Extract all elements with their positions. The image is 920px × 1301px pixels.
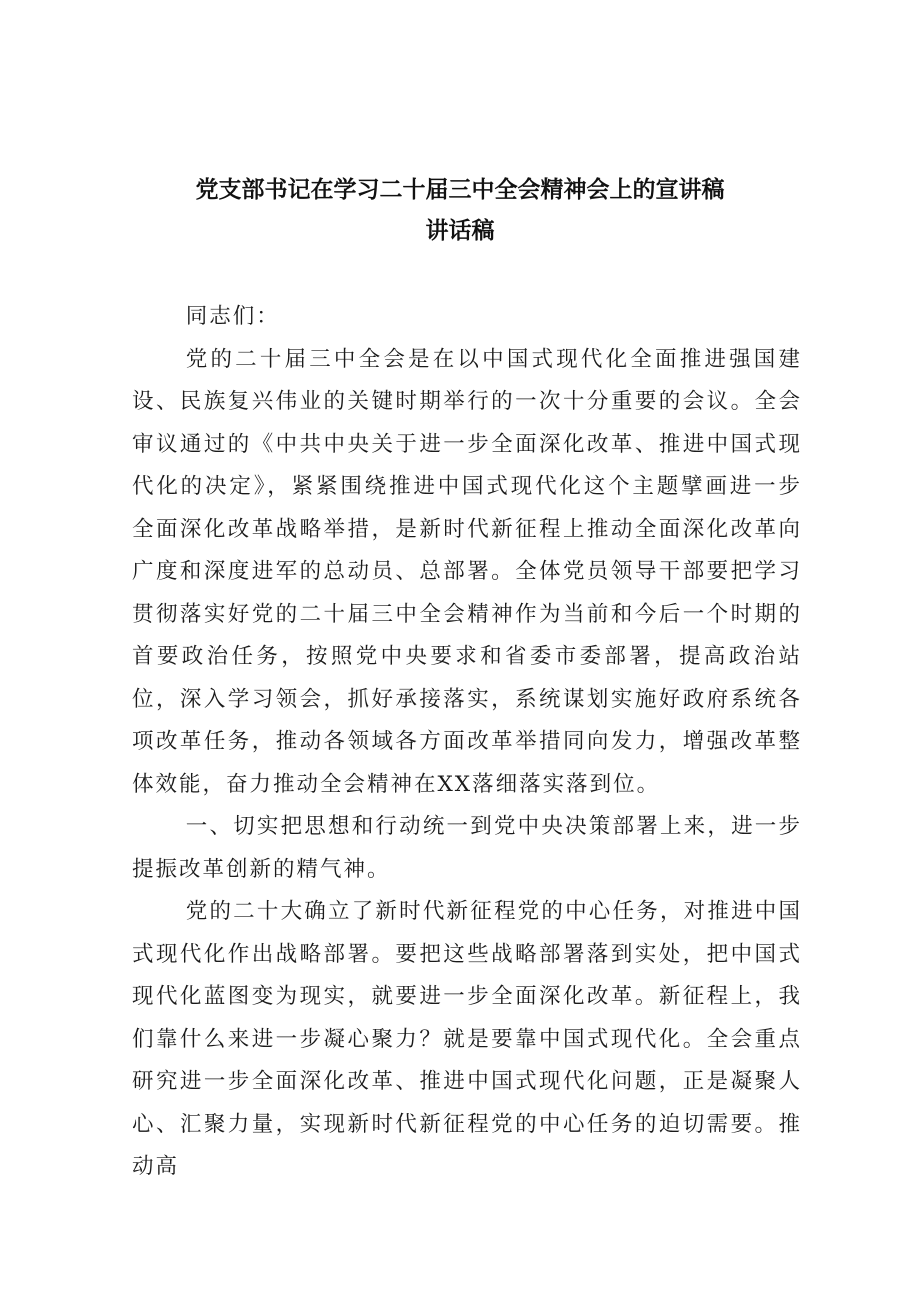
section-heading-1: 一、切实把思想和行动统一到党中央决策部署上来，进一步提振改革创新的精气神。 xyxy=(132,814,802,882)
document-title: 党支部书记在学习二十届三中全会精神会上的宣讲稿 xyxy=(195,177,725,203)
paragraph-intro: 党的二十届三中全会是在以中国式现代化全面推进强国建设、民族复兴伟业的关键时期举行的一次十分重要的会议。全会审议通过的《中共中央关于进一步全面深化改革、推进中国式现代化的决定》，紧紧围绕推进中国式现代化这个主题擘画进一步全面深化改革战略举措，是新时代新征程上推动全面深化改革向广度和深度进军的总动员、总部署。全体党员领导干部要把学习贯彻落实好党的二十届三中全会精神作为当前和今后一个时期的首要政治任务，按照党中央要求和省委市委部署，提高政治站位，深入学习领会，抓好承接落实，系统谋划实施好政府系统各项改革任务，推动各领域各方面改革举措同向发力，增强改革整体效能，奋力推动全会精神在XX落细落实落到位。 xyxy=(132,346,802,797)
paragraph-section-1: 党的二十大确立了新时代新征程党的中心任务，对推进中国式现代化作出战略部署。要把这些战略部署落到实处，把中国式现代化蓝图变为现实，就要进一步全面深化改革。新征程上，我们靠什么来进一步凝心聚力？就是要靠中国式现代化。全会重点研究进一步全面深化改革、推进中国式现代化问题，正是凝聚人心、汇聚力量，实现新时代新征程党的中心任务的迫切需要。推动高 xyxy=(132,899,802,1179)
salutation: 同志们： xyxy=(185,304,280,329)
document-body xyxy=(132,296,802,1189)
document-subtitle: 讲话稿 xyxy=(425,218,495,244)
